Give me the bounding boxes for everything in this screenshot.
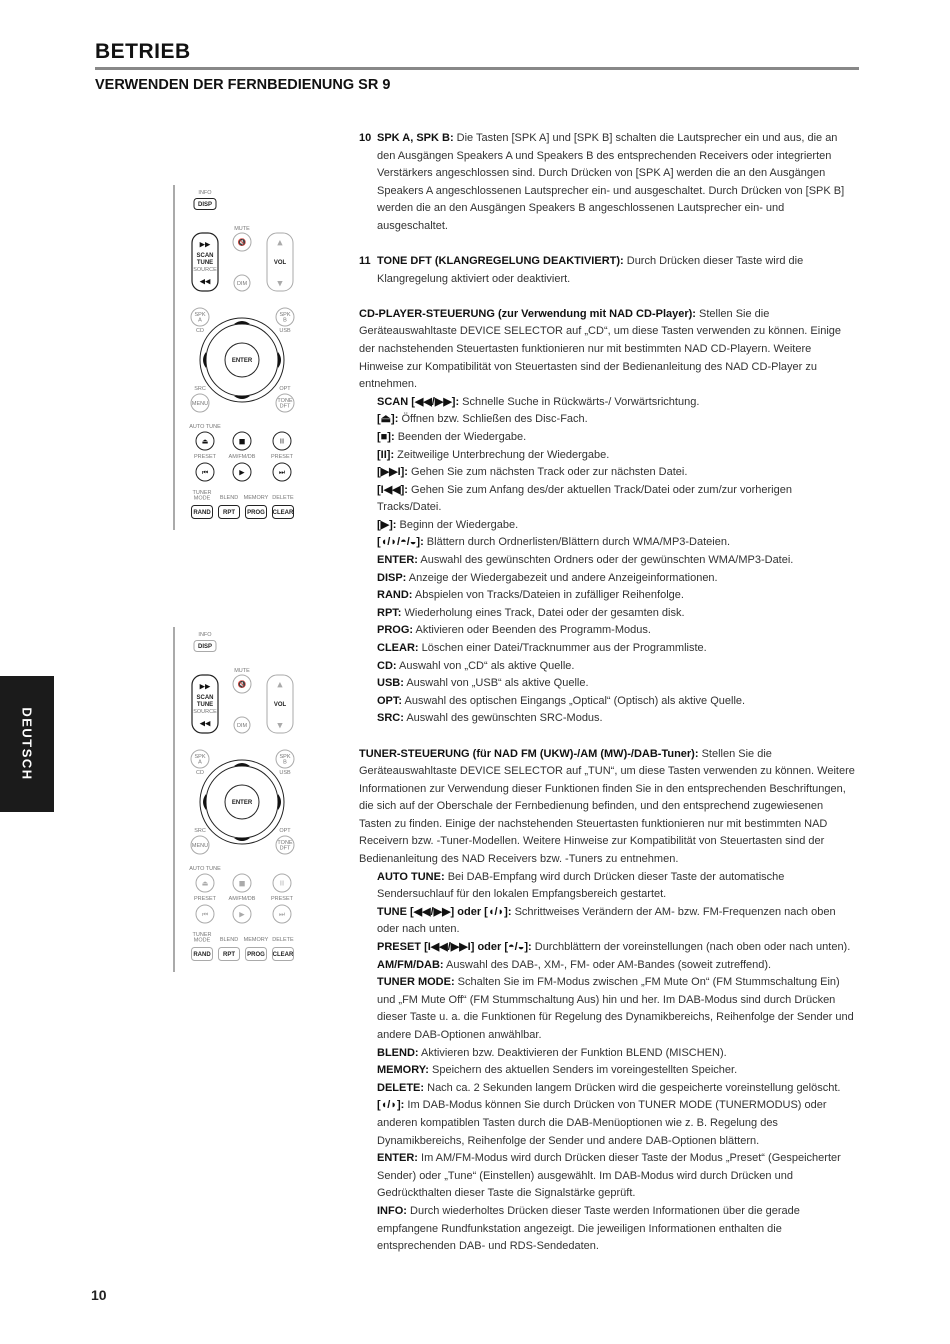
- remote-svg: [172, 185, 312, 530]
- tone-dft-label: DFT: [279, 403, 291, 410]
- entry-desc: Anzeige der Wiedergabezeit und andere Anzeigeinformationen.: [406, 571, 718, 584]
- entry-desc: Auswahl des optischen Eingangs „Optical“ (Optisch) als aktive Quelle.: [402, 694, 746, 707]
- entry-term: [▶▶I]:: [377, 466, 408, 479]
- tone-dft-label: TONE: [277, 840, 293, 846]
- next-icon: ⏭: [278, 910, 286, 919]
- cd-label: CD: [196, 770, 204, 776]
- tone-dft-label: DFT: [279, 845, 291, 852]
- tuner-entry: [359, 1062, 857, 1080]
- item-11: 11 TONE DFT (KLANGREGELUNG DEAKTIVIERT): Durch Drücken dieser Taste wird die Klangregelung aktiviert oder deaktiviert.: [359, 255, 804, 285]
- preset-right-label: PRESET: [270, 896, 294, 902]
- spk-a-label: SPK: [194, 312, 206, 318]
- preset-left-label: PRESET: [193, 454, 217, 460]
- page-title: BETRIEB: [95, 40, 191, 63]
- cd-entry: [359, 605, 857, 623]
- language-tab-label: DEUTSCH: [19, 707, 35, 781]
- mute-icon: 🔇: [237, 680, 247, 689]
- previous-icon: ⏮: [201, 910, 209, 919]
- preset-left-label: PRESET: [193, 896, 217, 902]
- entry-desc: Speichern des aktuellen Senders im voreingestellten Speicher.: [428, 1064, 738, 1077]
- rewind-icon: ◀◀: [199, 719, 211, 728]
- cd-heading: CD-PLAYER-STEUERUNG (zur Verwendung mit NAD CD-Player):: [359, 307, 696, 320]
- rand-button-label: RAND: [193, 952, 211, 958]
- entry-desc: Schnelle Suche in Rückwärts-/ Vorwärtsrichtung.: [459, 395, 700, 408]
- usb-label: USB: [279, 770, 291, 776]
- remote-diagram-tuner: [172, 627, 312, 972]
- tuner-entry: [359, 1203, 857, 1256]
- tuner-entry: [359, 1097, 857, 1150]
- entry-term: TUNE [◀◀/▶▶] oder [◖/◗]:: [377, 905, 512, 918]
- entry-desc: Schalten Sie im FM-Modus zwischen „FM Mute On“ (FM Stummschaltung Ein) und „FM Mute Off“ (FM Stummschaltung Aus) hin und her. Im DAB-Modus sind durch Drücken dieser Taste u. a. die Funktionen für Regelung des Dynamikbereichs, Reihenfolge der Sender und andere DAB-Optionen anwählbar.: [377, 976, 854, 1041]
- entry-desc: Wiederholung eines Track, Datei oder der gesamten disk.: [401, 606, 685, 619]
- entry-desc: Auswahl des DAB-, XM-, FM- oder AM-Bandes (soweit zutreffend).: [443, 958, 772, 971]
- entry-term: [⏏]:: [377, 413, 399, 426]
- opt-label: OPT: [279, 828, 291, 834]
- scan-label: SCAN: [196, 253, 214, 259]
- next-icon: ⏭: [278, 468, 286, 477]
- mute-label: MUTE: [234, 226, 250, 232]
- vol-label: VOL: [273, 702, 287, 708]
- prog-button-label: PROG: [247, 510, 265, 516]
- section-title: VERWENDEN DER FERNBEDIENUNG SR 9: [95, 77, 391, 93]
- entry-desc: Im DAB-Modus können Sie durch Drücken von TUNER MODE (TUNERMODUS) oder anderen kompatiblen Tasten durch die DAB-Menüoptionen wie z. B. Regelung des Dynamikbereichs, Reihenfolge der Sender und andere DAB-Optionen blättern.: [377, 1099, 827, 1147]
- cd-entry: [359, 640, 857, 658]
- tuner-intro: TUNER-STEUERUNG (für NAD FM (UKW)-/AM (MW)-/DAB-Tuner): Stellen Sie die Geräteauswahltaste DEVICE SELECTOR auf „TUN“, um diese Tasten verwenden zu können. Weitere Informationen zur Verwendung dieser Funktionen finden Sie in den entsprechenden Beschriftungen, die sich auf der Oberschale der Fernbedienung befinden, und den entsprechend zugewiesenen Tasten zu finden. Einige der nachstehenden Steuertasten funktionieren nur mit bestimmten NAD Receivern bzw. -Tuner-Modellen. Weitere Hinweise zur Kompatibilität von Steuertasten sind der Bedienanleitung des NAD Receivers bzw. -Tuners zu entnehmen.: [359, 747, 855, 866]
- entry-desc: Aktivieren oder Beenden des Programm-Modus.: [413, 624, 651, 637]
- menu-label: MENU: [191, 843, 209, 849]
- cd-entry: [359, 534, 857, 552]
- entry-desc: Nach ca. 2 Sekunden langem Drücken wird die gespeicherte voreinstellung gelöscht.: [424, 1081, 841, 1094]
- tuner-entry: [359, 1080, 857, 1098]
- spk-a-label: A: [198, 759, 202, 766]
- fast-forward-icon: ▶▶: [199, 682, 211, 691]
- tune-label: TUNE: [196, 260, 214, 266]
- am-fm-db-label: AM/FM/DB: [228, 454, 256, 460]
- tone-dft-label: TONE: [277, 398, 293, 404]
- entry-term: PRESET [I◀◀/▶▶I] oder [◓/◒]:: [377, 941, 532, 954]
- source-label: SOURCE: [193, 267, 217, 273]
- item-desc: Durch Drücken dieser Taste wird die Klangregelung aktiviert oder deaktiviert.: [377, 255, 804, 285]
- entry-desc: Gehen Sie zum nächsten Track oder zur nächsten Datei.: [407, 466, 688, 479]
- play-icon: ▶: [239, 468, 245, 477]
- entry-desc: Beginn der Wiedergabe.: [396, 518, 519, 531]
- pause-icon: II: [279, 879, 285, 888]
- rand-button-label: RAND: [193, 510, 211, 516]
- entry-desc: Schrittweises Verändern der AM- bzw. FM-Frequenzen nach oben oder nach unten.: [377, 905, 836, 936]
- disp-button-label: DISP: [197, 202, 213, 208]
- menu-label: MENU: [191, 401, 209, 407]
- disp-button-label: DISP: [197, 644, 213, 650]
- fast-forward-icon: ▶▶: [199, 240, 211, 249]
- entry-term: BLEND:: [377, 1046, 419, 1059]
- vol-down-icon: ▼: [277, 279, 283, 288]
- delete-label: DELETE: [272, 937, 294, 943]
- entry-desc: Auswahl des gewünschten Ordners oder der gewünschten WMA/MP3-Datei.: [417, 554, 794, 567]
- entry-term: [I◀◀]:: [377, 483, 408, 496]
- tuner-entry: [359, 1045, 857, 1063]
- cd-entry: [359, 552, 857, 570]
- entry-term: TUNER MODE:: [377, 976, 455, 989]
- stop-icon: ■: [238, 437, 246, 446]
- cd-entry: [359, 464, 857, 482]
- header-rule: [95, 67, 859, 70]
- tuner-entry: [359, 869, 857, 904]
- src-label: SRC: [194, 386, 206, 392]
- entry-term: [▶]:: [377, 518, 397, 531]
- cd-entry: [359, 447, 857, 465]
- entry-term: SCAN [◀◀/▶▶]:: [377, 395, 460, 408]
- source-label: SOURCE: [193, 709, 217, 715]
- spk-b-label: B: [283, 317, 287, 324]
- clear-button-label: CLEAR: [272, 952, 294, 958]
- entry-desc: Abspielen von Tracks/Dateien in zufälliger Reihenfolge.: [412, 589, 684, 602]
- item-desc: Die Tasten [SPK A] und [SPK B] schalten die Lautsprecher ein und aus, die an den Ausgängen Speakers A und Speakers B des entsprechenden Receivers oder integrierten Verstärkers angeschlossen sind. Durch Drücken von [SPK A] werden die an den Ausgängen Speakers A angeschlossenen Lautsprecher ein- und ausgeschaltet. Durch Drücken von [SPK B] werden die an den Ausgängen Speakers B angeschlossenen Lautsprecher ein- und ausgeschaltet.: [377, 132, 845, 232]
- entry-desc: Durchblättern der voreinstellungen (nach oben oder nach unten).: [531, 941, 851, 954]
- usb-label: USB: [279, 328, 291, 334]
- cd-entry: [359, 658, 857, 676]
- tuner-mode-label: TUNER: [192, 932, 212, 938]
- entry-term: DELETE:: [377, 1081, 425, 1094]
- prog-button-label: PROG: [247, 952, 265, 958]
- entry-term: [◖/◗]:: [377, 1099, 405, 1112]
- entry-desc: Zeitweilige Unterbrechung der Wiedergabe.: [394, 448, 610, 461]
- spk-b-label: SPK: [279, 312, 291, 318]
- mute-label: MUTE: [234, 668, 250, 674]
- cd-entry: [359, 411, 857, 429]
- cd-entry: [359, 429, 857, 447]
- spk-b-label: B: [283, 759, 287, 766]
- content-column: [359, 130, 857, 1256]
- entry-term: SRC:: [377, 712, 404, 725]
- remote-diagram-cd: [172, 185, 312, 530]
- entry-desc: Gehen Sie zum Anfang des/der aktuellen Track/Datei oder zum/zur vorherigen Tracks/Datei.: [377, 483, 792, 514]
- stop-icon: ■: [238, 879, 246, 888]
- cd-entry: [359, 675, 857, 693]
- spk-b-label: SPK: [279, 754, 291, 760]
- pause-icon: II: [279, 437, 285, 446]
- tuner-entry: [359, 974, 857, 1044]
- item-10: 10 SPK A, SPK B: Die Tasten [SPK A] und [SPK B] schalten die Lautsprecher ein und aus, die an den Ausgängen Speakers A und Speakers B des entsprechenden Receivers oder integrierten Verstärkers angeschlossen sind. Durch Drücken von [SPK A] werden die an den Ausgängen Speakers A angeschlossenen Lautsprecher ein- und ausgeschaltet. Durch Drücken von [SPK B] werden die an den Ausgängen Speakers B angeschlossenen Lautsprecher ein- und ausgeschaltet.: [359, 132, 845, 232]
- entry-term: RPT:: [377, 606, 402, 619]
- cd-entry: [359, 517, 857, 535]
- entry-term: ENTER:: [377, 554, 418, 567]
- tuner-mode-label: MODE: [193, 495, 211, 502]
- entry-desc: Blättern durch Ordnerlisten/Blättern durch WMA/MP3-Dateien.: [423, 536, 731, 549]
- eject-icon: ⏏: [201, 879, 209, 888]
- dim-label: DIM: [236, 281, 248, 287]
- blend-label: BLEND: [219, 937, 239, 943]
- enter-label: ENTER: [231, 800, 253, 806]
- entry-desc: Auswahl des gewünschten SRC-Modus.: [403, 712, 603, 725]
- entry-term: [II]:: [377, 448, 395, 461]
- cd-entry-list: [359, 394, 857, 728]
- cd-entry: [359, 693, 857, 711]
- entry-term: PROG:: [377, 624, 414, 637]
- delete-label: DELETE: [272, 495, 294, 501]
- dim-label: DIM: [236, 723, 248, 729]
- cd-entry: [359, 587, 857, 605]
- clear-button-label: CLEAR: [272, 510, 294, 516]
- cd-entry: [359, 394, 857, 412]
- am-fm-db-label: AM/FM/DB: [228, 896, 256, 902]
- entry-term: OPT:: [377, 694, 403, 707]
- scan-label: SCAN: [196, 695, 214, 701]
- spk-a-label: SPK: [194, 754, 206, 760]
- entry-term: ENTER:: [377, 1152, 418, 1165]
- entry-desc: Löschen einer Datei/Tracknummer aus der Programmliste.: [418, 642, 707, 655]
- entry-desc: Aktivieren bzw. Deaktivieren der Funktion BLEND (MISCHEN).: [418, 1046, 727, 1059]
- cd-entry: [359, 482, 857, 517]
- blend-label: BLEND: [219, 495, 239, 501]
- entry-term: AM/FM/DAB:: [377, 958, 444, 971]
- item-term: TONE DFT (KLANGREGELUNG DEAKTIVIERT):: [377, 255, 624, 268]
- cd-entry: [359, 570, 857, 588]
- entry-term: CD:: [377, 659, 397, 672]
- page-number: 10: [91, 1287, 107, 1303]
- entry-desc: Im AM/FM-Modus wird durch Drücken dieser Taste der Modus „Preset“ (Gespeicherter Sender) oder „Tune“ (Einstellen) ausgewählt. Im DAB-Modus wird durch Drücken und Gedrückthalten dieser Taste die Signalstärke geprüft.: [377, 1152, 841, 1200]
- tune-label: TUNE: [196, 702, 214, 708]
- entry-desc: Auswahl von „USB“ als aktive Quelle.: [403, 677, 589, 690]
- info-label: INFO: [198, 632, 212, 638]
- entry-term: DISP:: [377, 571, 407, 584]
- tuner-entry-list: [359, 869, 857, 1256]
- previous-icon: ⏮: [201, 468, 209, 477]
- eject-icon: ⏏: [201, 437, 209, 446]
- auto-tune-label: AUTO TUNE: [189, 424, 221, 430]
- tuner-entry: [359, 957, 857, 975]
- remote-svg: [172, 627, 312, 972]
- entry-desc: Bei DAB-Empfang wird durch Drücken dieser Taste der automatische Sendersuchlauf für den lokalen Empfangsbereich gestartet.: [377, 870, 785, 901]
- tuner-heading: TUNER-STEUERUNG (für NAD FM (UKW)-/AM (MW)-/DAB-Tuner):: [359, 747, 699, 760]
- spk-a-label: A: [198, 317, 202, 324]
- tuner-mode-label: TUNER: [192, 490, 212, 496]
- mute-icon: 🔇: [237, 238, 247, 247]
- entry-desc: Beenden der Wiedergabe.: [394, 430, 527, 443]
- tuner-entry: [359, 1150, 857, 1203]
- memory-label: MEMORY: [243, 937, 269, 943]
- entry-term: INFO:: [377, 1204, 407, 1217]
- rewind-icon: ◀◀: [199, 277, 211, 286]
- entry-term: AUTO TUNE:: [377, 870, 445, 883]
- cd-entry: [359, 710, 857, 728]
- preset-right-label: PRESET: [270, 454, 294, 460]
- entry-term: USB:: [377, 677, 404, 690]
- src-label: SRC: [194, 828, 206, 834]
- vol-down-icon: ▼: [277, 721, 283, 730]
- rpt-button-label: RPT: [223, 952, 235, 958]
- rpt-button-label: RPT: [223, 510, 235, 516]
- vol-up-icon: ▲: [277, 238, 283, 247]
- entry-term: [◖/◗/◓/◒]:: [377, 536, 424, 549]
- enter-label: ENTER: [231, 358, 253, 364]
- entry-desc: Durch wiederholtes Drücken dieser Taste werden Informationen über die gerade empfangene Rundfunkstation angezeigt. Die jeweiligen Informationen enthalten die entsprechenden DAB- und RDS-Sendedaten.: [377, 1204, 800, 1253]
- language-tab: [0, 676, 54, 812]
- play-icon: ▶: [239, 910, 245, 919]
- entry-desc: Auswahl von „CD“ als aktive Quelle.: [396, 659, 575, 672]
- entry-term: CLEAR:: [377, 642, 419, 655]
- vol-up-icon: ▲: [277, 680, 283, 689]
- cd-intro: CD-PLAYER-STEUERUNG (zur Verwendung mit NAD CD-Player): Stellen Sie die Geräteauswahltaste DEVICE SELECTOR auf „CD“, um diese Tasten verwenden zu können. Einige der nachstehenden Steuertasten funktionieren nur mit bestimmten NAD CD-Playern. Weitere Hinweise zur Kompatibilität von Steuertasten sind der Bedienanleitung des NAD CD-Player zu entnehmen.: [359, 307, 842, 391]
- memory-label: MEMORY: [243, 495, 269, 501]
- cd-entry: [359, 622, 857, 640]
- item-term: SPK A, SPK B:: [377, 132, 454, 144]
- entry-term: [■]:: [377, 430, 395, 443]
- tuner-entry: [359, 904, 857, 939]
- cd-label: CD: [196, 328, 204, 334]
- tuner-mode-label: MODE: [193, 937, 211, 944]
- entry-desc: Öffnen bzw. Schließen des Disc-Fach.: [398, 413, 588, 426]
- entry-term: MEMORY:: [377, 1064, 429, 1077]
- info-label: INFO: [198, 190, 212, 196]
- vol-label: VOL: [273, 260, 287, 266]
- entry-term: RAND:: [377, 589, 413, 602]
- auto-tune-label: AUTO TUNE: [189, 866, 221, 872]
- opt-label: OPT: [279, 386, 291, 392]
- tuner-entry: [359, 939, 857, 957]
